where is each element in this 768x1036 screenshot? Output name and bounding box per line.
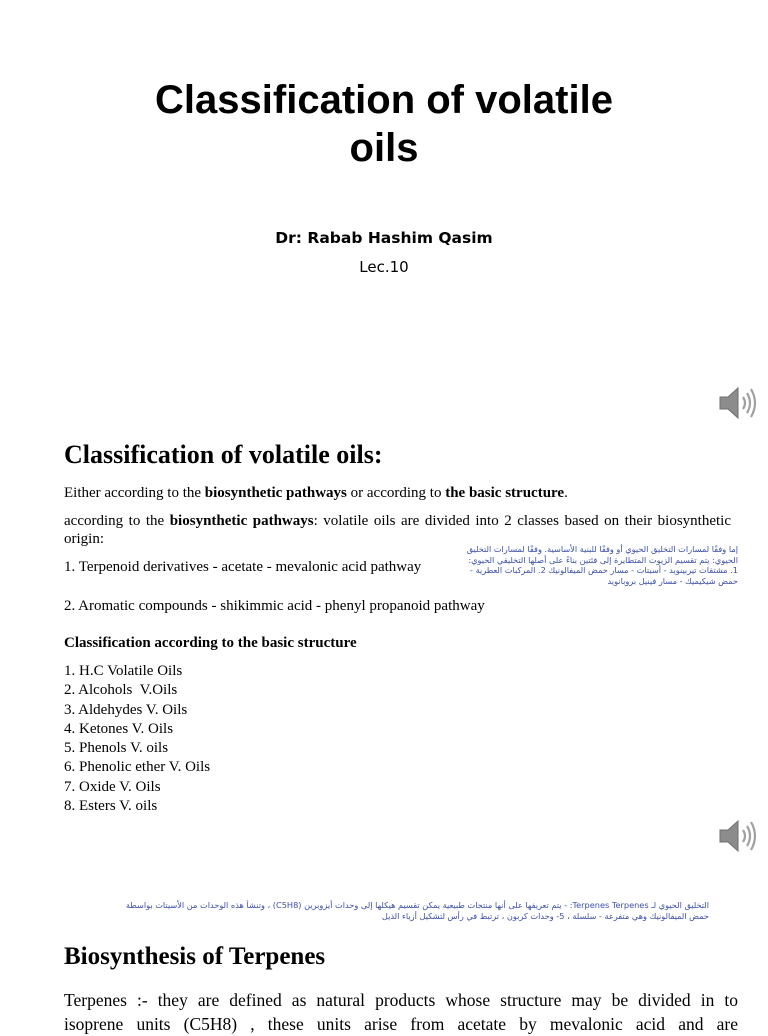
terpenes-body-line: isoprene units (C5H8) , these units arise from acetate by mevalonic acid and are: [64, 1014, 738, 1034]
list-item: 2. Alcohols V.Oils: [64, 682, 178, 699]
author-name: Dr: Rabab Hashim Qasim: [275, 229, 493, 247]
lecture-number: Lec.10: [359, 258, 409, 276]
structure-subheading: Classification according to the basic structure: [64, 635, 357, 651]
list-item: 8. Esters V. oils: [64, 798, 158, 815]
speaker-icon[interactable]: [716, 383, 758, 423]
class-item-aromatic: 2. Aromatic compounds - shikimmic acid - phenyl propanoid pathway: [64, 598, 485, 614]
intro-sentence: Either according to the biosynthetic pathways or according to the basic structure.: [64, 485, 568, 501]
terpenes-body: [64, 988, 738, 1036]
list-item: 6. Phenolic ether V. Oils: [64, 759, 211, 776]
structure-list: [64, 662, 210, 816]
class-item-terpenoid: 1. Terpenoid derivatives - acetate - mevalonic acid pathway: [64, 559, 422, 575]
slide-title: Classification of volatile oils: [155, 78, 613, 170]
arabic-translation-note-terpenes: التخليق الحيوي لـ Terpenes Terpenes: - يتم تعريفها على أنها منتجات طبيعية يمكن تقسيم هيكلها إلى وحدات أيزوبرين (C5H8) ، وتنشأ هذه الوحدات من الأسيتات بواسطة حمض الميفالونيك وهي متفرعة - سلسلة ، 5- وحدات كربون ، ترتبط في رأس لتشكيل أزياء الذيل: [125, 900, 709, 921]
terpenes-body-line: Terpenes :- they are defined as natural products whose structure may be divided in to: [64, 990, 738, 1010]
section-heading: Classification of volatile oils:: [64, 440, 383, 469]
speaker-icon[interactable]: [716, 816, 758, 856]
arabic-translation-note: إما وفقًا لمسارات التخليق الحيوي أو وفقًا للبنية الأساسية. وفقًا لمسارات التخليق الحيوي: يتم تقسيم الزيوت المتطايرة إلى فئتين بناءً على أصلها التخليقي الحيوي: 1. مشتقات تيربينويد - أسيتات - مسار حمض الميفالونيك 2. المركبات العطرية - حمض شيكيميك - مسار فينيل بروبانويد: [466, 544, 738, 586]
terpenes-heading: Biosynthesis of Terpenes: [64, 943, 326, 970]
list-item: 1. H.C Volatile Oils: [64, 663, 183, 679]
pathways-paragraph: according to the biosynthetic pathways: volatile oils are divided into 2 classes based on their biosynthetic origin:: [64, 513, 731, 547]
list-item: 4. Ketones V. Oils: [64, 720, 174, 737]
list-item: 7. Oxide V. Oils: [64, 778, 161, 795]
list-item: 5. Phenols V. oils: [64, 740, 169, 757]
list-item: 3. Aldehydes V. Oils: [64, 701, 188, 718]
